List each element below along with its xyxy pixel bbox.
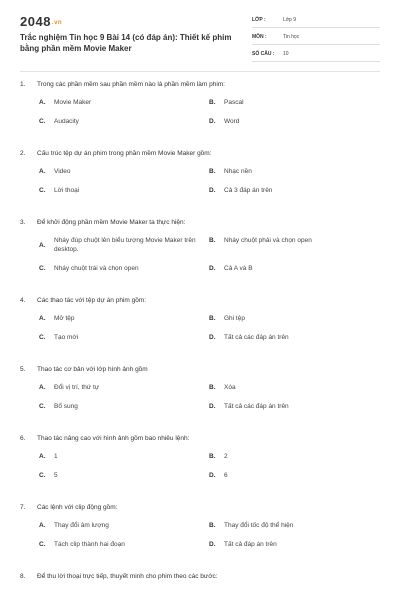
answer-letter: C. <box>39 187 46 194</box>
page-title: Trắc nghiệm Tin học 9 Bài 14 (có đáp án): Thiết kế phim bằng phần mềm Movie Maker <box>20 33 232 53</box>
question-item <box>20 80 380 136</box>
answer-text: Nháy đúp chuột lên biểu tượng Movie Maker trên desktop. <box>54 237 196 253</box>
answer-option[interactable] <box>209 471 379 480</box>
question-item <box>20 503 380 559</box>
meta-label: SỐ CÂU : <box>252 51 275 57</box>
answer-letter: D. <box>209 187 216 194</box>
answer-text: Tách clip thành hai đoạn <box>54 541 125 548</box>
question-item <box>20 149 380 205</box>
answer-letter: D. <box>209 472 216 479</box>
meta-row-count <box>252 49 380 62</box>
question-text: Thao tác nâng cao với hình ảnh gồm bao nhiêu lệnh: <box>37 435 190 442</box>
question-text: Thao tác cơ bản với lớp hình ảnh gồm <box>37 366 148 373</box>
answer-option[interactable] <box>39 186 209 195</box>
question-number: 8. <box>20 573 26 580</box>
answer-letter: B. <box>209 168 216 175</box>
question-number: 4. <box>20 297 26 304</box>
question-item <box>20 218 380 283</box>
meta-value: Lớp 9 <box>283 17 297 23</box>
answer-option[interactable] <box>209 333 379 342</box>
answer-option[interactable] <box>209 98 379 107</box>
answer-option[interactable] <box>39 236 209 254</box>
question-list <box>20 80 380 594</box>
answer-option[interactable] <box>39 264 209 273</box>
answer-letter: A. <box>39 453 46 460</box>
answer-text: Xóa <box>224 384 236 391</box>
answer-option[interactable] <box>209 452 379 461</box>
question-row <box>20 365 380 374</box>
answer-letter: A. <box>39 168 46 175</box>
answer-option[interactable] <box>39 402 209 411</box>
answer-option[interactable] <box>209 167 379 176</box>
site-logo[interactable] <box>20 14 62 29</box>
answer-option[interactable] <box>39 383 209 392</box>
answer-letter: A. <box>39 315 46 322</box>
answer-letter: C. <box>39 472 46 479</box>
answer-option[interactable] <box>209 186 379 195</box>
question-row <box>20 80 380 89</box>
answer-letter: D. <box>209 334 216 341</box>
answer-text: Bổ sung <box>54 403 78 410</box>
answer-letter: D. <box>209 403 216 410</box>
answer-option[interactable] <box>209 236 379 254</box>
answer-letter: C. <box>39 265 46 272</box>
answer-letter: A. <box>39 241 46 249</box>
answer-text: Tất cả các đáp án trên <box>224 403 289 410</box>
answer-letter: B. <box>209 453 216 460</box>
answer-text: Movie Maker <box>54 99 92 106</box>
question-text: Trong các phần mềm sau phần mềm nào là phần mềm làm phim: <box>37 81 225 88</box>
question-item <box>20 434 380 490</box>
answer-letter: A. <box>39 522 46 529</box>
answer-text: Audacity <box>54 118 79 125</box>
answer-text: Cả 3 đáp án trên <box>224 187 273 194</box>
answer-options <box>39 383 380 421</box>
answer-options <box>39 521 380 559</box>
answer-text: Nháy chuột trái và chọn open <box>54 265 139 272</box>
question-number: 3. <box>20 219 26 226</box>
answer-option[interactable] <box>39 540 209 549</box>
quiz-meta <box>252 15 380 66</box>
answer-option[interactable] <box>209 117 379 126</box>
meta-value: 10 <box>283 51 289 57</box>
answer-text: Video <box>54 168 71 175</box>
question-row <box>20 503 380 512</box>
answer-text: 1 <box>54 453 58 460</box>
meta-label: LỚP : <box>252 17 266 23</box>
meta-label: MÔN : <box>252 34 267 40</box>
question-row <box>20 149 380 158</box>
logo-text: 2048 <box>20 14 51 29</box>
answer-letter: C. <box>39 334 46 341</box>
answer-text: Nháy chuột phải và chọn open <box>224 237 312 244</box>
answer-letter: C. <box>39 403 46 410</box>
answer-text: Đổi vị trí, thứ tự <box>54 384 100 391</box>
answer-letter: B. <box>209 237 216 244</box>
answer-text: Pascal <box>224 99 244 106</box>
answer-text: Lời thoại <box>54 187 80 194</box>
answer-option[interactable] <box>39 521 209 530</box>
question-text: Để khởi động phần mềm Movie Maker ta thực hiện: <box>37 219 186 226</box>
meta-row-class <box>252 15 380 28</box>
page-header <box>0 0 400 66</box>
question-row <box>20 572 380 581</box>
answer-option[interactable] <box>209 264 379 273</box>
answer-letter: B. <box>209 522 216 529</box>
question-number: 1. <box>20 81 26 88</box>
answer-letter: C. <box>39 541 46 548</box>
answer-text: 2 <box>224 453 228 460</box>
answer-text: Tất cả các đáp án trên <box>224 334 289 341</box>
answer-text: Tất cả đáp án trên <box>224 541 277 548</box>
question-number: 6. <box>20 435 26 442</box>
question-item <box>20 296 380 352</box>
answer-option[interactable] <box>209 521 379 530</box>
question-item <box>20 572 380 581</box>
answer-letter: B. <box>209 384 216 391</box>
answer-options <box>39 314 380 352</box>
meta-row-subject <box>252 32 380 45</box>
answer-text: Tạo mới <box>54 334 79 341</box>
answer-letter: A. <box>39 99 46 106</box>
answer-option[interactable] <box>39 167 209 176</box>
question-row <box>20 296 380 305</box>
answer-letter: D. <box>209 265 216 272</box>
question-number: 2. <box>20 150 26 157</box>
answer-text: Thay đổi âm lượng <box>54 522 109 529</box>
answer-letter: C. <box>39 118 46 125</box>
answer-option[interactable] <box>209 314 379 323</box>
question-item <box>20 365 380 421</box>
answer-text: 6 <box>224 472 228 479</box>
answer-option[interactable] <box>209 402 379 411</box>
answer-option[interactable] <box>39 333 209 342</box>
answer-options <box>39 236 380 283</box>
answer-options <box>39 98 380 136</box>
answer-letter: D. <box>209 118 216 125</box>
question-text: Cấu trúc tệp dự án phim trong phần mềm Movie Maker gồm: <box>37 150 212 157</box>
answer-letter: B. <box>209 315 216 322</box>
answer-option[interactable] <box>39 98 209 107</box>
answer-letter: D. <box>209 541 216 548</box>
answer-letter: B. <box>209 99 216 106</box>
question-row <box>20 218 380 227</box>
answer-text: Word <box>224 118 240 125</box>
answer-option[interactable] <box>39 452 209 461</box>
answer-letter: A. <box>39 384 46 391</box>
question-text: Các lệnh với clip động gồm: <box>37 504 118 511</box>
question-number: 5. <box>20 366 26 373</box>
question-number: 7. <box>20 504 26 511</box>
answer-option[interactable] <box>209 540 379 549</box>
meta-value: Tin học <box>283 34 300 40</box>
answer-text: Thay đổi tốc độ thể hiện <box>224 522 294 529</box>
answer-options <box>39 452 380 490</box>
question-text: Các thao tác với tệp dự án phim gồm: <box>37 297 147 304</box>
answer-text: 5 <box>54 472 58 479</box>
header-divider <box>20 71 380 72</box>
answer-option[interactable] <box>39 117 209 126</box>
question-row <box>20 434 380 443</box>
answer-text: Mở tệp <box>54 315 75 322</box>
answer-text: Cả A và B <box>224 265 253 272</box>
answer-option[interactable] <box>39 314 209 323</box>
answer-option[interactable] <box>209 383 379 392</box>
logo-suffix: .vn <box>51 20 63 26</box>
answer-text: Nhạc nền <box>224 168 252 175</box>
answer-text: Ghi tệp <box>224 315 245 322</box>
question-text: Để thu lời thoại trực tiếp, thuyết minh cho phim theo các bước: <box>37 573 218 580</box>
answer-options <box>39 167 380 205</box>
answer-option[interactable] <box>39 471 209 480</box>
